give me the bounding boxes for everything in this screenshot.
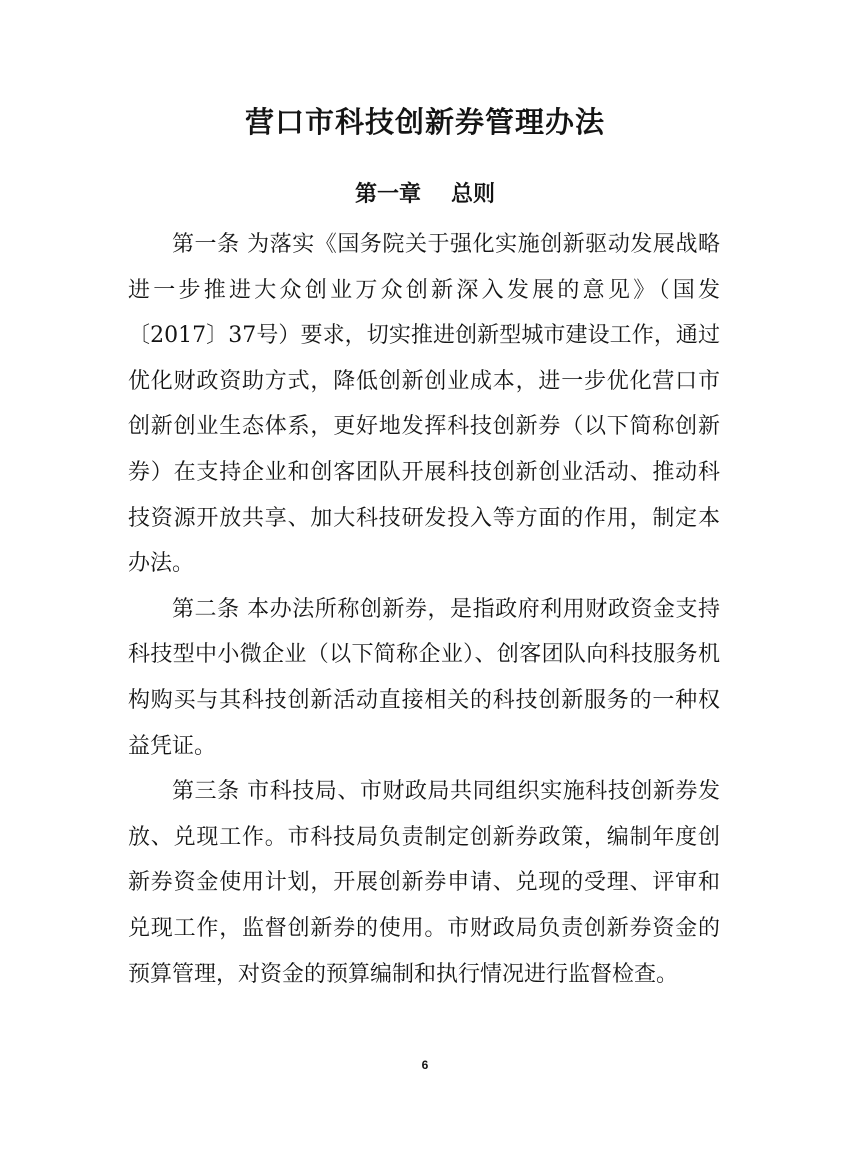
document-body <box>128 222 720 997</box>
chapter-heading <box>0 178 850 212</box>
document-title: 营口市科技创新券管理办法 <box>244 105 605 139</box>
article-3-paragraph: 第三条 市科技局、市财政局共同组织实施科技创新券发放、兑现工作。市科技局负责制定创新券政策，编制年度创新券资金使用计划，开展创新券申请、兑现的受理、评审和兑现工作，监督创新券的使用。市财政局负责创新券资金的预算管理，对资金的预算编制和执行情况进行监督检查。 <box>128 779 720 987</box>
chapter-name: 总则 <box>451 182 496 207</box>
chapter-label: 第一章 <box>354 182 421 207</box>
article-1-paragraph: 第一条 为落实《国务院关于强化实施创新驱动发展战略 进一步推进大众创业万众创新深入发展的意见》（国发〔2017〕37号）要求，切实推进创新型城市建设工作，通过优化财政资助方式，降低创新创业成本，进一步优化营口市创新创业生态体系，更好地发挥科技创新券（以下简称创新券）在支持企业和创客团队开展科技创新创业活动、推动科技资源开放共享、加大科技研发投入等方面的作用，制定本办法。 <box>128 232 720 577</box>
page-number: 6 <box>421 1058 429 1072</box>
article-2-paragraph: 第二条 本办法所称创新券，是指政府利用财政资金支持科技型中小微企业（以下简称企业）、创客团队向科技服务机构购买与其科技创新活动直接相关的科技创新服务的一种权益凭证。 <box>128 596 720 759</box>
